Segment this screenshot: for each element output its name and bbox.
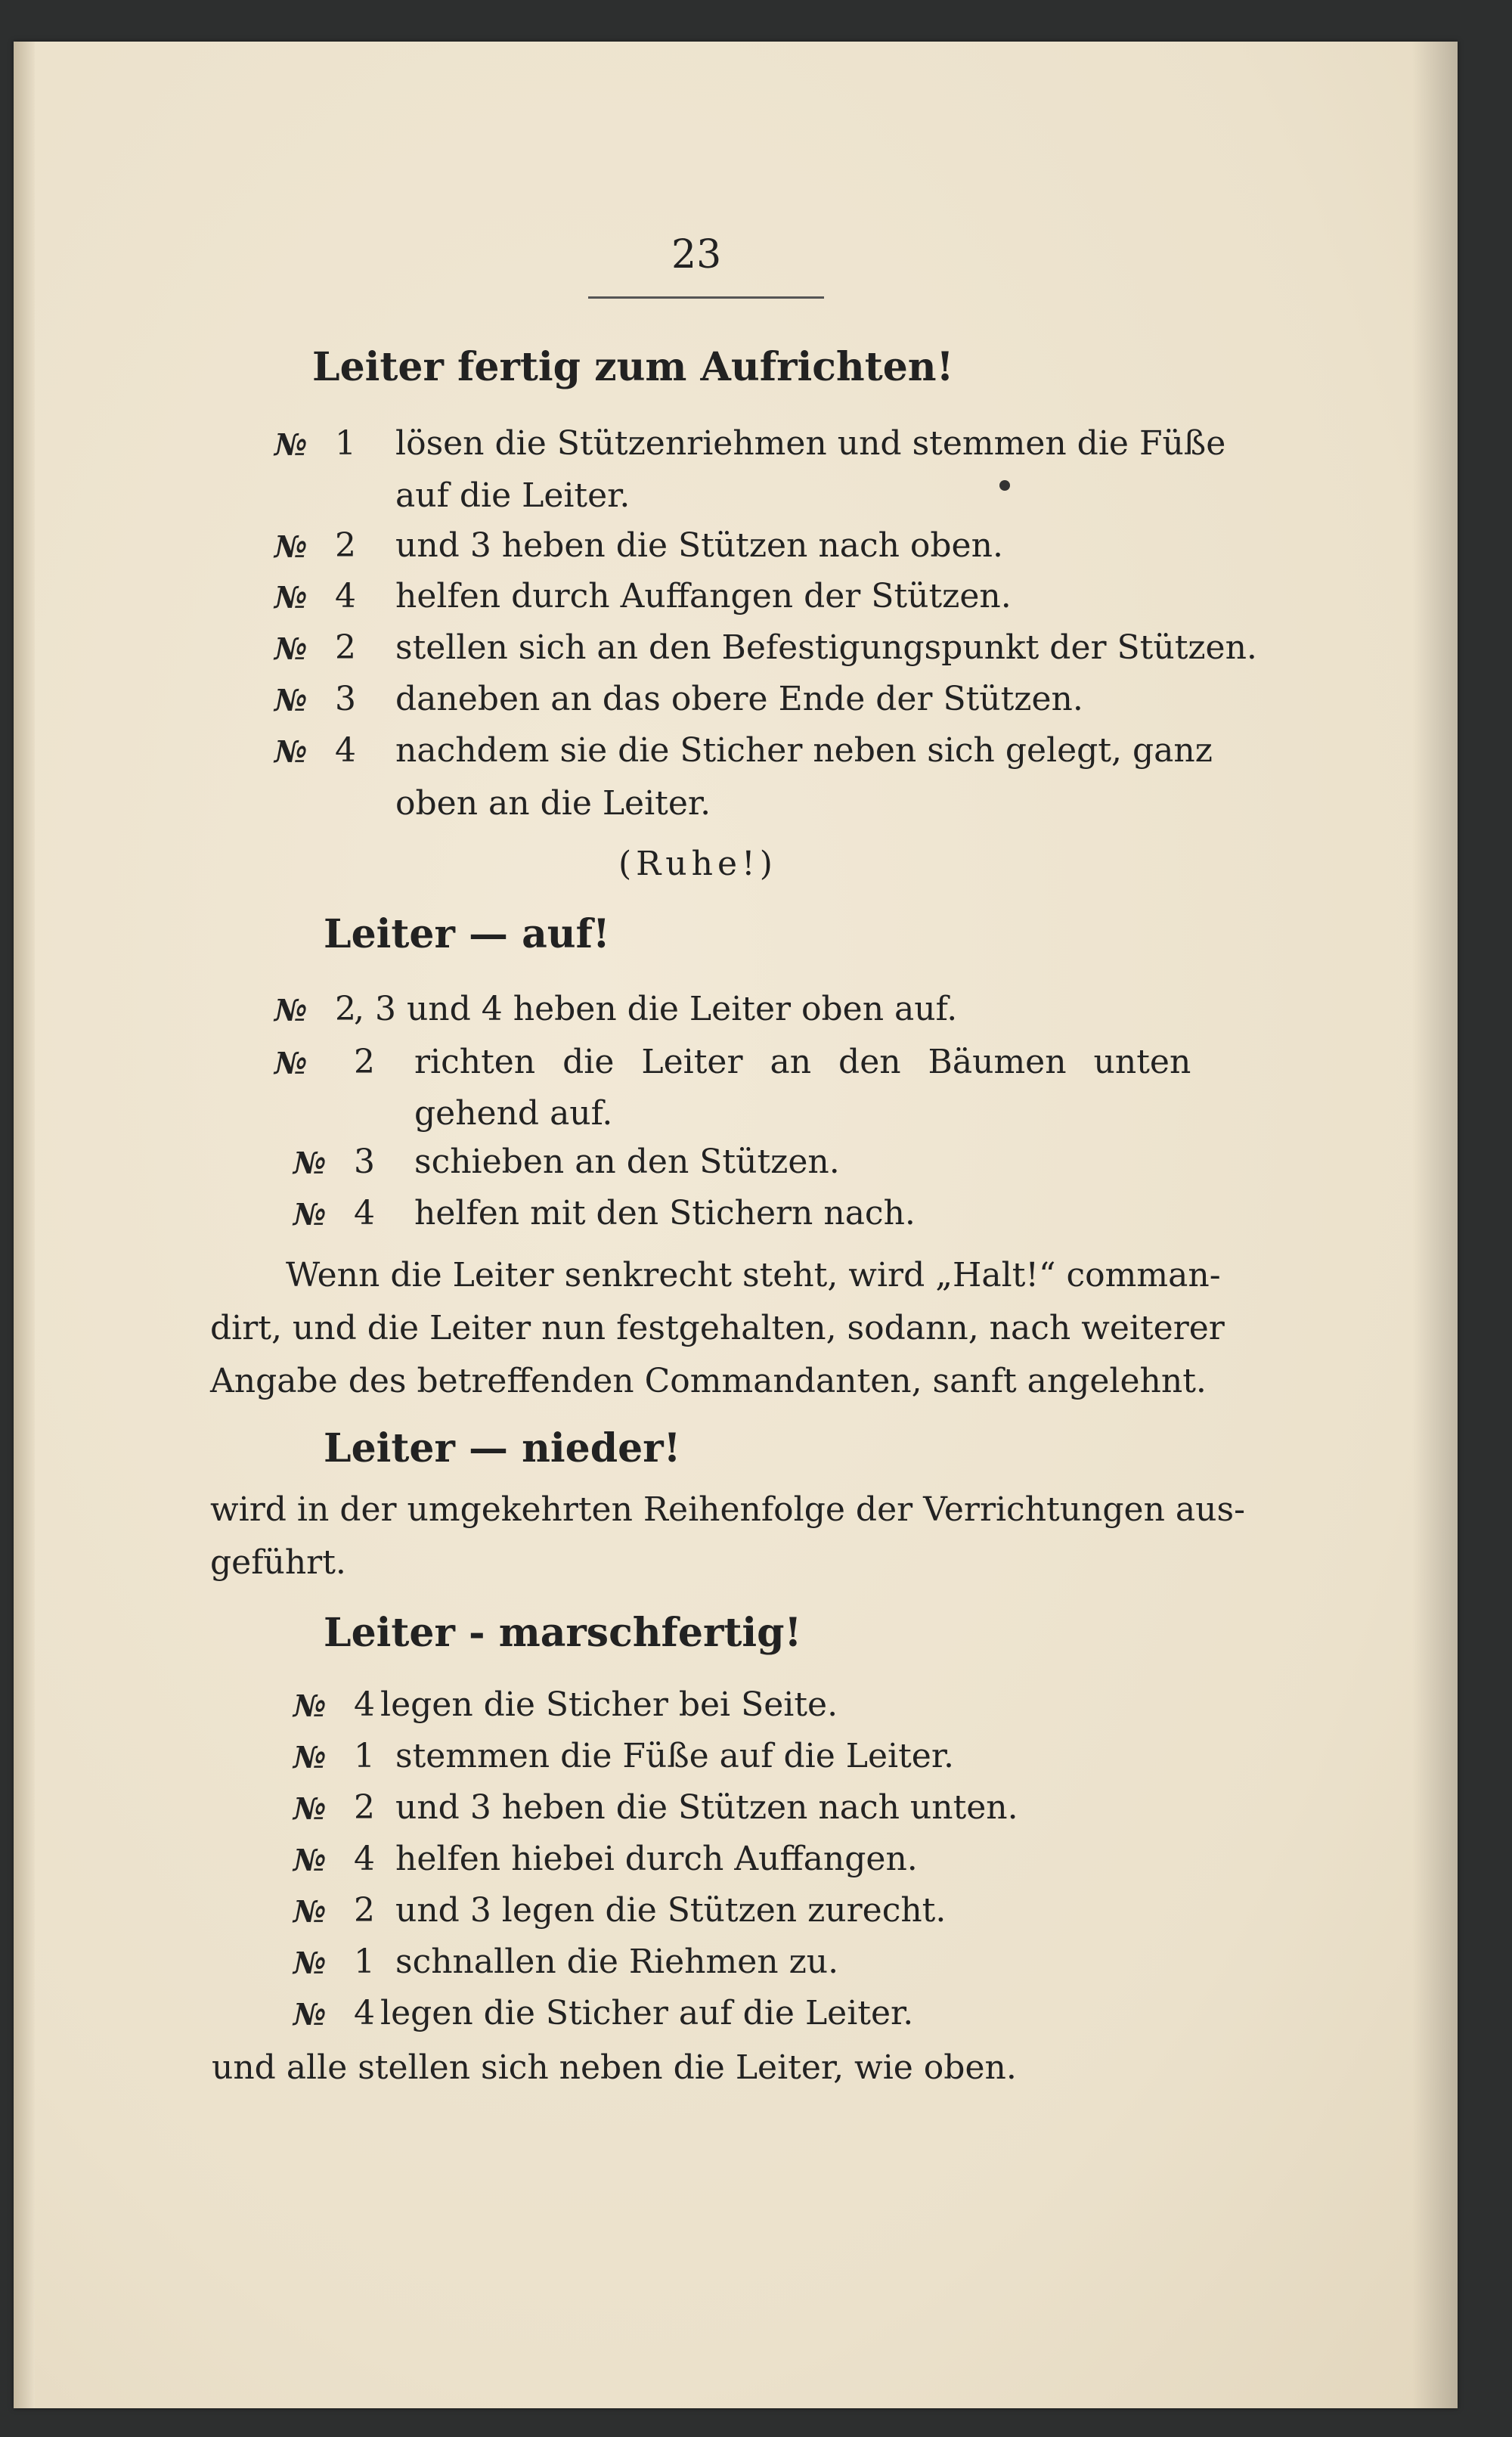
- item-text: und 3 heben die Stützen nach unten.: [395, 1788, 1018, 1827]
- item-number: 4: [354, 1994, 375, 2032]
- item-text: und 3 heben die Stützen nach oben.: [395, 526, 1003, 565]
- item-number: 2: [335, 526, 356, 565]
- item-number: 2: [354, 1891, 375, 1930]
- heading-nieder: Leiter — nieder!: [324, 1425, 681, 1471]
- item-text: lösen die Stützenriehmen und stemmen die Füße: [395, 424, 1226, 463]
- item-text: helfen durch Auffangen der Stützen.: [395, 577, 1012, 615]
- item-text: helfen hiebei durch Auffangen.: [395, 1840, 918, 1878]
- item-number-sign: №: [293, 1894, 327, 1930]
- item-number: 2: [354, 1043, 375, 1081]
- heading-aufrichten: Leiter fertig zum Aufrichten!: [312, 344, 954, 390]
- item-number-sign: №: [274, 1046, 308, 1081]
- item-text: daneben an das obere Ende der Stützen.: [395, 680, 1083, 718]
- item-number-sign: №: [274, 993, 308, 1028]
- item-number: 3: [335, 680, 356, 718]
- closing-note: (Ruhe!): [618, 845, 777, 883]
- item-number: 4: [335, 731, 356, 770]
- item-number-sign: №: [293, 1997, 327, 2032]
- item-text: nachdem sie die Sticher neben sich gelegt, ganz: [395, 731, 1213, 770]
- paragraph-line: geführt.: [210, 1543, 346, 1582]
- item-number-sign: №: [293, 1197, 327, 1232]
- item-number-sign: №: [274, 529, 308, 565]
- item-text: stellen sich an den Befestigungspunkt der Stützen.: [395, 628, 1257, 667]
- item-text: helfen mit den Stichern nach.: [414, 1194, 916, 1232]
- page-edge-shadow: [1412, 42, 1458, 2408]
- book-page: [14, 42, 1458, 2408]
- item-number-sign: №: [274, 683, 308, 718]
- item-number: 3: [354, 1143, 375, 1181]
- item-number-sign: №: [274, 427, 308, 463]
- item-continuation: gehend auf.: [414, 1094, 613, 1133]
- item-text: schnallen die Riehmen zu.: [395, 1942, 839, 1981]
- item-number: 4: [354, 1685, 375, 1724]
- item-number-sign: №: [293, 1688, 327, 1724]
- item-number-sign: №: [274, 734, 308, 770]
- item-number-sign: №: [293, 1843, 327, 1878]
- item-number-sign: №: [293, 1791, 327, 1827]
- page-number: 23: [671, 232, 722, 277]
- paragraph-line: Angabe des betreffenden Commandanten, sanft angelehnt.: [210, 1362, 1207, 1400]
- item-continuation: oben an die Leiter.: [395, 784, 711, 823]
- item-number-sign: №: [293, 1146, 327, 1181]
- item-text: stemmen die Füße auf die Leiter.: [395, 1737, 954, 1775]
- header-rule: [588, 296, 824, 299]
- item-number: 2: [335, 990, 356, 1028]
- item-text: schieben an den Stützen.: [414, 1143, 840, 1181]
- item-number: 1: [354, 1942, 375, 1981]
- paragraph-line: und alle stellen sich neben die Leiter, wie oben.: [212, 2048, 1017, 2087]
- item-text: legen die Sticher bei Seite.: [380, 1685, 838, 1724]
- item-text: richten die Leiter an den Bäumen unten: [414, 1043, 1191, 1081]
- item-number-sign: №: [293, 1740, 327, 1775]
- item-text: , 3 und 4 heben die Leiter oben auf.: [354, 990, 958, 1028]
- page-gutter: [14, 42, 35, 2408]
- paragraph-line: wird in der umgekehrten Reihenfolge der Verrichtungen aus-: [210, 1490, 1245, 1529]
- heading-auf: Leiter — auf!: [324, 911, 610, 957]
- item-number: 4: [354, 1840, 375, 1878]
- item-number: 4: [335, 577, 356, 615]
- item-number: 2: [335, 628, 356, 667]
- item-number-sign: №: [293, 1946, 327, 1981]
- item-text: legen die Sticher auf die Leiter.: [380, 1994, 914, 2032]
- item-number: 2: [354, 1788, 375, 1827]
- item-number: 4: [354, 1194, 375, 1232]
- ink-dot: [999, 480, 1010, 491]
- item-number-sign: №: [274, 580, 308, 615]
- item-number-sign: №: [274, 631, 308, 667]
- item-text: und 3 legen die Stützen zurecht.: [395, 1891, 947, 1930]
- item-continuation: auf die Leiter.: [395, 476, 631, 515]
- paragraph-line: Wenn die Leiter senkrecht steht, wird „Halt!“ comman-: [286, 1256, 1221, 1294]
- heading-marschfertig: Leiter - marschfertig!: [324, 1610, 802, 1656]
- item-number: 1: [354, 1737, 375, 1775]
- item-number: 1: [335, 424, 356, 463]
- paragraph-line: dirt, und die Leiter nun festgehalten, sodann, nach weiterer: [210, 1309, 1225, 1347]
